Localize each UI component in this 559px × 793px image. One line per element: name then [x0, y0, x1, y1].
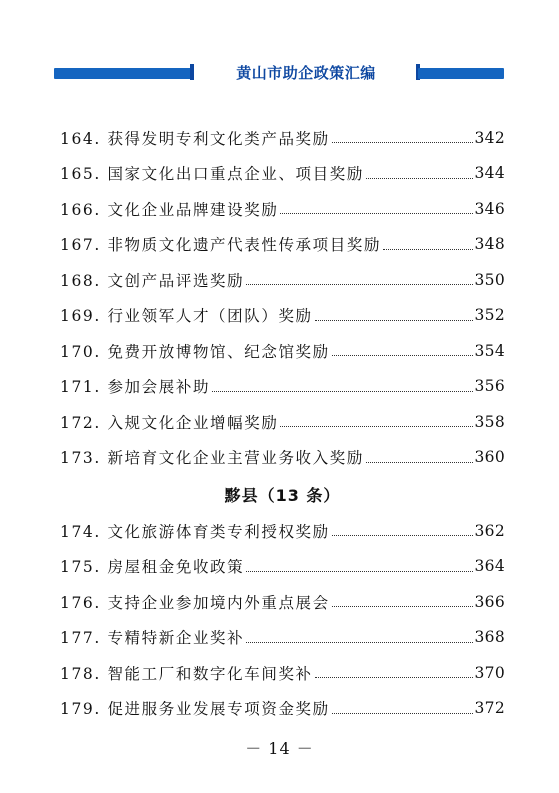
toc-entry-169[interactable] [60, 298, 505, 334]
dot-leader [366, 178, 473, 179]
dot-leader [366, 462, 473, 463]
header-bar-left [54, 68, 192, 79]
toc-entry-label: 166. 文化企业品牌建设奖励 [60, 200, 279, 219]
dot-leader [212, 391, 472, 392]
toc-entry-page: 360 [474, 448, 505, 467]
dot-leader [280, 213, 472, 214]
toc-entry-page: 354 [474, 341, 505, 360]
toc-entry-page: 356 [474, 377, 505, 396]
toc-entry-175[interactable] [60, 549, 505, 585]
header-title: 黄山市助企政策汇编 [236, 64, 376, 82]
dot-leader [246, 571, 472, 572]
toc-entry-172[interactable] [60, 404, 505, 440]
dot-leader [315, 677, 473, 678]
toc-entry-173[interactable] [60, 440, 505, 476]
page-number: － 14 － [245, 739, 314, 758]
toc-entry-179[interactable] [60, 691, 505, 727]
toc-entry-178[interactable] [60, 655, 505, 691]
toc-entry-label: 170. 免费开放博物馆、纪念馆奖励 [60, 342, 330, 361]
header-divider-left [190, 64, 194, 80]
toc-entry-label: 168. 文创产品评选奖励 [60, 271, 245, 290]
toc-entry-label: 169. 行业领军人才（团队）奖励 [60, 307, 313, 326]
toc-entry-label: 173. 新培育文化企业主营业务收入奖励 [60, 449, 364, 468]
toc-entry-page: 348 [474, 235, 505, 254]
toc-entry-label: 176. 支持企业参加境内外重点展会 [60, 593, 330, 612]
toc-entry-167[interactable] [60, 227, 505, 263]
toc-entry-page: 342 [474, 128, 505, 147]
toc-entry-label: 174. 文化旅游体育类专利授权奖励 [60, 522, 330, 541]
toc-entry-label: 177. 专精特新企业奖补 [60, 629, 245, 648]
toc-entry-176[interactable] [60, 584, 505, 620]
toc-entry-page: 350 [474, 270, 505, 289]
toc-entry-page: 358 [474, 412, 505, 431]
toc-entry-label: 175. 房屋租金免收政策 [60, 558, 245, 577]
toc-entry-label: 172. 入规文化企业增幅奖励 [60, 413, 279, 432]
toc-entry-label: 167. 非物质文化遗产代表性传承项目奖励 [60, 236, 382, 255]
toc-entry-label: 171. 参加会展补助 [60, 378, 211, 397]
toc-entry-page: 372 [474, 699, 505, 718]
dot-leader [383, 249, 472, 250]
toc-entry-168[interactable] [60, 262, 505, 298]
running-header [54, 64, 504, 80]
toc-entry-label: 178. 智能工厂和数字化车间奖补 [60, 664, 313, 683]
section-heading-yixian: 黟县（13 条） [224, 485, 341, 505]
header-bar-right [418, 68, 504, 79]
toc-entry-174[interactable] [60, 513, 505, 549]
toc-entry-label: 179. 促进服务业发展专项资金奖励 [60, 700, 330, 719]
toc-entry-page: 370 [474, 663, 505, 682]
toc-entry-165[interactable] [60, 156, 505, 192]
toc-entry-171[interactable] [60, 369, 505, 405]
toc-entry-page: 346 [474, 199, 505, 218]
toc-entry-164[interactable] [60, 120, 505, 156]
dot-leader [332, 355, 473, 356]
dot-leader [280, 426, 472, 427]
dot-leader [315, 320, 473, 321]
toc-entry-label: 164. 获得发明专利文化类产品奖励 [60, 129, 330, 148]
toc-entry-page: 352 [474, 306, 505, 325]
dot-leader [246, 284, 472, 285]
toc-entry-166[interactable] [60, 191, 505, 227]
dot-leader [332, 535, 473, 536]
table-of-contents [60, 120, 505, 726]
toc-entry-page: 368 [474, 628, 505, 647]
dot-leader [246, 642, 472, 643]
dot-leader [332, 142, 473, 143]
toc-entry-page: 366 [474, 592, 505, 611]
dot-leader [332, 606, 473, 607]
toc-entry-page: 364 [474, 557, 505, 576]
dot-leader [332, 713, 473, 714]
toc-entry-page: 362 [474, 521, 505, 540]
toc-entry-170[interactable] [60, 333, 505, 369]
toc-entry-page: 344 [474, 164, 505, 183]
toc-entry-label: 165. 国家文化出口重点企业、项目奖励 [60, 165, 364, 184]
toc-entry-177[interactable] [60, 620, 505, 656]
